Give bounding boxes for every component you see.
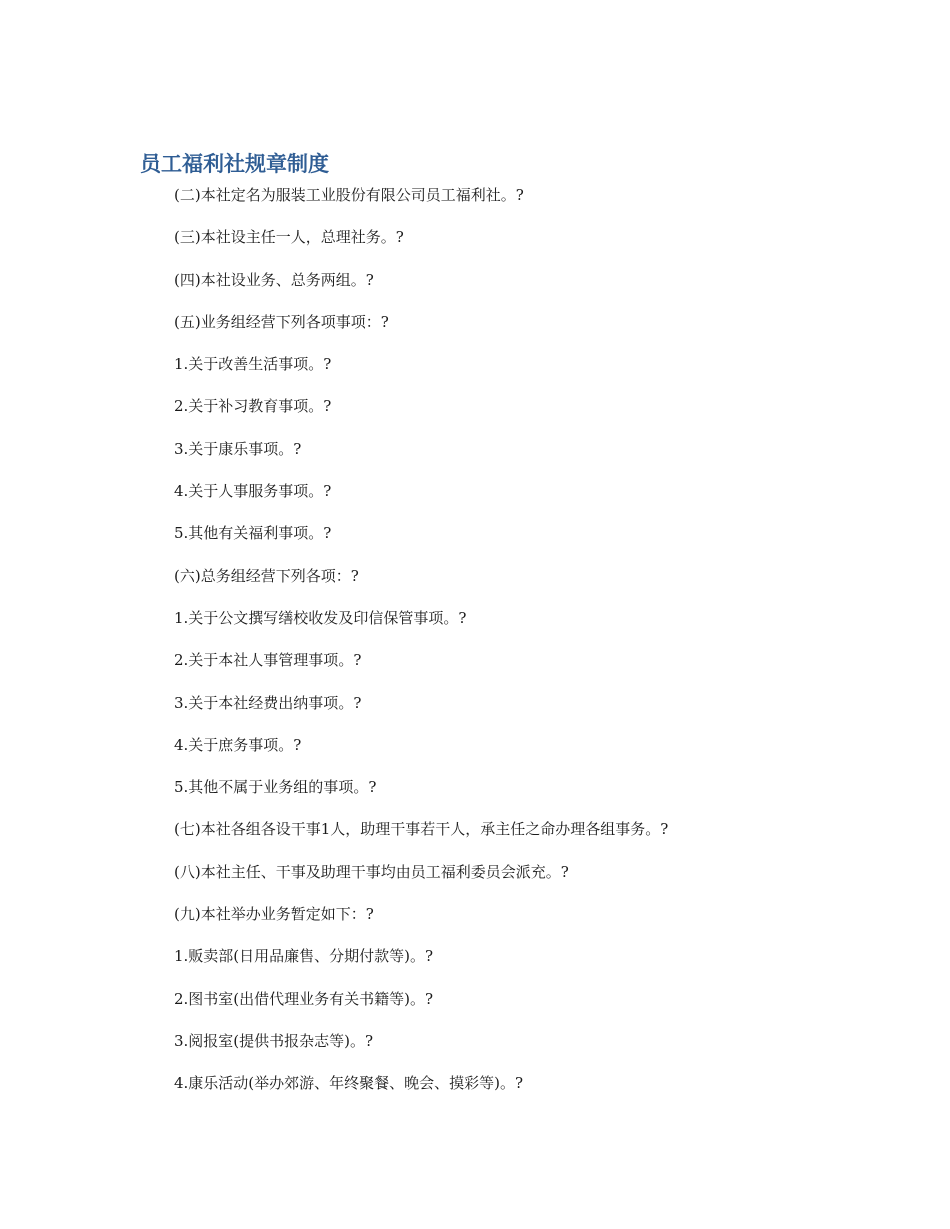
list-item: 2.图书室(出借代理业务有关书籍等)。? <box>174 989 434 1008</box>
paragraph: (六)总务组经营下列各项：? <box>174 566 359 585</box>
list-item: 1.关于改善生活事项。? <box>174 355 332 374</box>
list-item: 4.康乐活动(举办郊游、年终聚餐、晚会、摸彩等)。? <box>174 1074 524 1093</box>
list-item: 1.关于公文撰写缮校收发及印信保管事项。? <box>174 608 467 627</box>
list-item: 3.阅报室(提供书报杂志等)。? <box>174 1031 374 1050</box>
paragraph: (二)本社定名为服装工业股份有限公司员工福利社。? <box>174 186 524 204</box>
paragraph: (五)业务组经营下列各项事项：? <box>174 312 389 331</box>
paragraph: (八)本社主任、干事及助理干事均由员工福利委员会派充。? <box>174 862 569 881</box>
document-title: 员工福利社规章制度 <box>140 152 329 176</box>
list-item: 3.关于本社经费出纳事项。? <box>174 693 362 712</box>
paragraph: (三)本社设主任一人，总理社务。? <box>174 228 404 247</box>
paragraph: (九)本社举办业务暂定如下：? <box>174 905 374 924</box>
list-item: 5.其他有关福利事项。? <box>174 524 332 543</box>
list-item: 3.关于康乐事项。? <box>174 439 302 458</box>
list-item: 4.关于庶务事项。? <box>174 735 302 754</box>
list-item: 2.关于补习教育事项。? <box>174 397 332 416</box>
list-item: 5.其他不属于业务组的事项。? <box>174 778 377 797</box>
list-item: 4.关于人事服务事项。? <box>174 482 332 501</box>
document-body <box>174 180 668 1111</box>
list-item: 1.贩卖部(日用品廉售、分期付款等)。? <box>174 947 434 966</box>
paragraph: (四)本社设业务、总务两组。? <box>174 270 374 289</box>
list-item: 2.关于本社人事管理事项。? <box>174 651 362 670</box>
paragraph: (七)本社各组各设干事1人，助理干事若干人，承主任之命办理各组事务。? <box>174 820 669 839</box>
